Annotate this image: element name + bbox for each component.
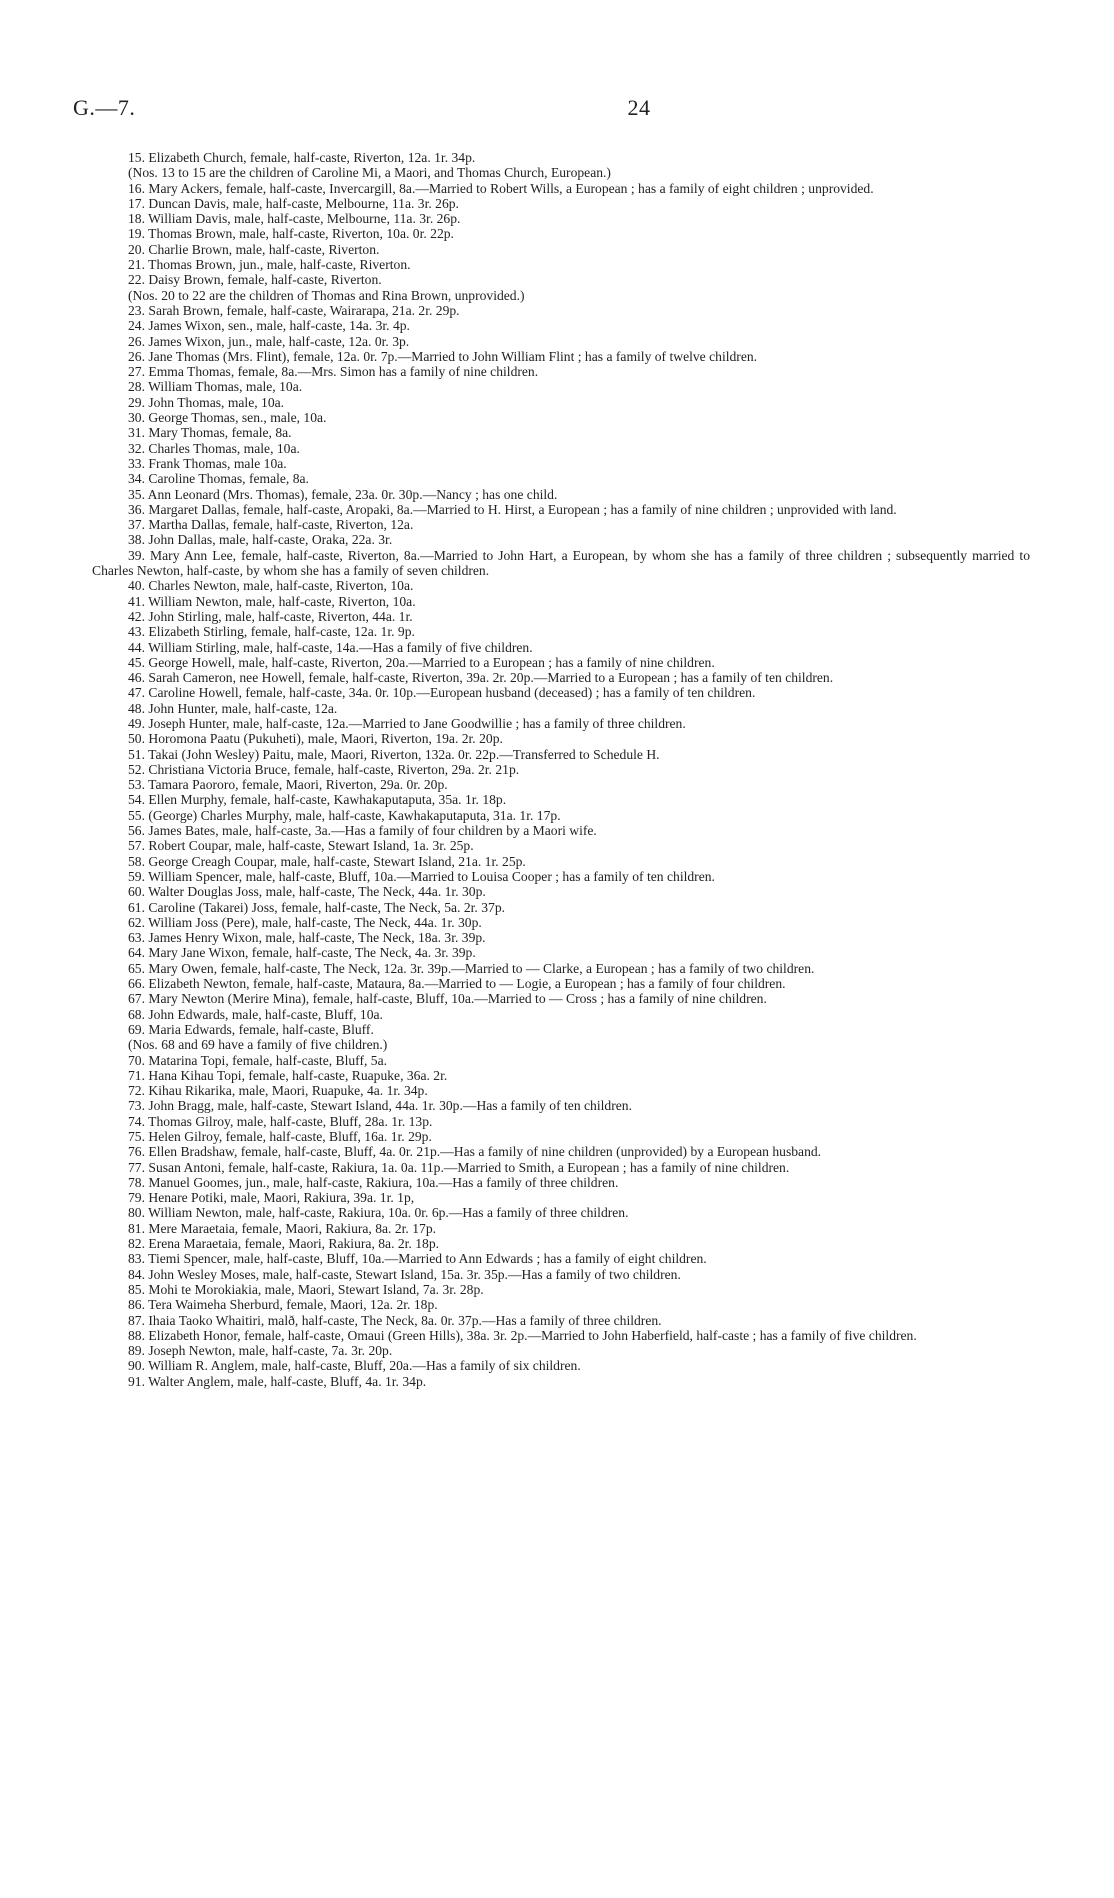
schedule-entry: 80. William Newton, male, half-caste, Rakiura, 10a. 0r. 6p.—Has a family of three children. [128,1205,629,1221]
schedule-entry: 61. Caroline (Takarei) Joss, female, half-caste, The Neck, 5a. 2r. 37p. [128,899,506,915]
schedule-entry: 47. Caroline Howell, female, half-caste, 34a. 0r. 10p.—European husband (deceased) ; has a family of ten children. [128,685,756,701]
schedule-entry: 29. John Thomas, male, 10a. [128,394,285,410]
schedule-entry: 24. James Wixon, sen., male, half-caste, 14a. 3r. 4p. [128,318,410,334]
schedule-entry: 32. Charles Thomas, male, 10a. [128,440,300,456]
schedule-entry: 82. Erena Maraetaia, female, Maori, Rakiura, 8a. 2r. 18p. [128,1236,440,1252]
schedule-entry: 76. Ellen Bradshaw, female, half-caste, Bluff, 4a. 0r. 21p.—Has a family of nine children (unprovided) by a European husband. [128,1144,822,1160]
schedule-entry: 16. Mary Ackers, female, half-caste, Invercargill, 8a.—Married to Robert Wills, a European ; has a family of eight children ; unprovided. [128,180,874,196]
schedule-entry: 86. Tera Waimeha Sherburd, female, Maori, 12a. 2r. 18p. [128,1297,438,1313]
schedule-entry: 69. Maria Edwards, female, half-caste, Bluff. [128,1021,374,1037]
schedule-entry: 52. Christiana Victoria Bruce, female, half-caste, Riverton, 29a. 2r. 21p. [128,761,520,777]
schedule-entry: 81. Mere Maraetaia, female, Maori, Rakiura, 8a. 2r. 17p. [128,1220,437,1236]
schedule-entry: 45. George Howell, male, half-caste, Riverton, 20a.—Married to a European ; has a family of nine children. [128,654,715,670]
schedule-entry: (Nos. 68 and 69 have a family of five children.) [128,1037,388,1053]
schedule-entry: 26. James Wixon, jun., male, half-caste, 12a. 0r. 3p. [128,333,410,349]
schedule-list [92,150,1030,1389]
schedule-entry: 85. Mohi te Morokiakia, male, Maori, Stewart Island, 7a. 3r. 28p. [128,1281,484,1297]
schedule-entry: 15. Elizabeth Church, female, half-caste, Riverton, 12a. 1r. 34p. [128,150,476,165]
schedule-entry: 57. Robert Coupar, male, half-caste, Stewart Island, 1a. 3r. 25p. [128,838,474,854]
schedule-entry: 68. John Edwards, male, half-caste, Bluff, 10a. [128,1006,383,1022]
schedule-entry: 54. Ellen Murphy, female, half-caste, Kawhakaputaputa, 35a. 1r. 18p. [128,792,507,808]
page-header [73,95,1041,125]
schedule-entry: 38. John Dallas, male, half-caste, Oraka, 22a. 3r. [128,532,393,548]
schedule-entry: 40. Charles Newton, male, half-caste, Riverton, 10a. [128,578,414,594]
schedule-entry: 55. (George) Charles Murphy, male, half-caste, Kawhakaputaputa, 31a. 1r. 17p. [128,807,561,823]
schedule-entry: 22. Daisy Brown, female, half-caste, Riverton. [128,272,382,288]
schedule-entry: 59. William Spencer, male, half-caste, Bluff, 10a.—Married to Louisa Cooper ; has a family of ten children. [128,868,715,884]
schedule-entry: 62. William Joss (Pere), male, half-caste, The Neck, 44a. 1r. 30p. [128,914,482,930]
schedule-entry: 91. Walter Anglem, male, half-caste, Bluff, 4a. 1r. 34p. [128,1373,427,1389]
schedule-entry: 67. Mary Newton (Merire Mina), female, half-caste, Bluff, 10a.—Married to — Cross ; has a family of nine children. [128,991,767,1007]
schedule-entry: 72. Kihau Rikarika, male, Maori, Ruapuke, 4a. 1r. 34p. [128,1083,428,1099]
schedule-entry: 88. Elizabeth Honor, female, half-caste, Omaui (Green Hills), 38a. 3r. 2p.—Married to John Haberfield, half-caste ; has a family of five children. [128,1327,917,1343]
schedule-entry: (Nos. 13 to 15 are the children of Caroline Mi, a Maori, and Thomas Church, European.) [128,165,611,181]
schedule-entry: 20. Charlie Brown, male, half-caste, Riverton. [128,241,380,257]
schedule-entry: 30. George Thomas, sen., male, 10a. [128,410,327,426]
schedule-entry: 49. Joseph Hunter, male, half-caste, 12a.—Married to Jane Goodwillie ; has a family of three children. [128,715,686,731]
schedule-entry: 89. Joseph Newton, male, half-caste, 7a. 3r. 20p. [128,1343,393,1359]
schedule-entry: 26. Jane Thomas (Mrs. Flint), female, 12a. 0r. 7p.—Married to John William Flint ; has a family of twelve children. [128,348,758,364]
schedule-entry: 34. Caroline Thomas, female, 8a. [128,471,309,487]
schedule-entry: 71. Hana Kihau Topi, female, half-caste, Ruapuke, 36a. 2r. [128,1067,448,1083]
schedule-entry: 44. William Stirling, male, half-caste, 14a.—Has a family of five children. [128,639,533,655]
schedule-entry: 70. Matarina Topi, female, half-caste, Bluff, 5a. [128,1052,388,1068]
schedule-entry: 17. Duncan Davis, male, half-caste, Melbourne, 11a. 3r. 26p. [128,195,459,211]
schedule-entry: 58. George Creagh Coupar, male, half-caste, Stewart Island, 21a. 1r. 25p. [128,853,526,869]
schedule-entry: 73. John Bragg, male, half-caste, Stewart Island, 44a. 1r. 30p.—Has a family of ten children. [128,1098,632,1114]
schedule-entry: 51. Takai (John Wesley) Paitu, male, Maori, Riverton, 132a. 0r. 22p.—Transferred to Schedule H. [128,746,660,762]
schedule-entry: 31. Mary Thomas, female, 8a. [128,425,292,441]
schedule-entry: 53. Tamara Paororo, female, Maori, Riverton, 29a. 0r. 20p. [128,777,448,793]
schedule-entry: 74. Thomas Gilroy, male, half-caste, Bluff, 28a. 1r. 13p. [128,1113,433,1129]
schedule-entry: 41. William Newton, male, half-caste, Riverton, 10a. [128,593,416,609]
page-number: 24 [627,95,651,120]
schedule-entry: 63. James Henry Wixon, male, half-caste, The Neck, 18a. 3r. 39p. [128,930,486,946]
schedule-entry: 90. William R. Anglem, male, half-caste, Bluff, 20a.—Has a family of six children. [128,1358,581,1374]
schedule-entry: 56. James Bates, male, half-caste, 3a.—Has a family of four children by a Maori wife. [128,823,597,839]
schedule-entry: 60. Walter Douglas Joss, male, half-caste, The Neck, 44a. 1r. 30p. [128,884,486,900]
schedule-entry: 83. Tiemi Spencer, male, half-caste, Bluff, 10a.—Married to Ann Edwards ; has a family of eight children. [128,1251,707,1267]
schedule-entry: 18. William Davis, male, half-caste, Melbourne, 11a. 3r. 26p. [128,211,461,227]
schedule-entry: 77. Susan Antoni, female, half-caste, Rakiura, 1a. 0a. 11p.—Married to Smith, a European ; has a family of nine children. [128,1159,790,1175]
schedule-entry: 35. Ann Leonard (Mrs. Thomas), female, 23a. 0r. 30p.—Nancy ; has one child. [128,486,558,502]
schedule-entry: 36. Margaret Dallas, female, half-caste, Aropaki, 8a.—Married to H. Hirst, a European ; has a family of nine children ; unprovided with land. [128,501,897,517]
schedule-entry: 79. Henare Potiki, male, Maori, Rakiura, 39a. 1r. 1p, [128,1190,415,1206]
schedule-entry: 46. Sarah Cameron, nee Howell, female, half-caste, Riverton, 39a. 2r. 20p.—Married to a European ; has a family of ten children. [128,670,834,686]
schedule-entry: (Nos. 20 to 22 are the children of Thomas and Rina Brown, unprovided.) [128,287,525,303]
schedule-entry: 66. Elizabeth Newton, female, half-caste, Mataura, 8a.—Married to — Logie, a European ; has a family of four children. [128,976,786,992]
schedule-entry: 37. Martha Dallas, female, half-caste, Riverton, 12a. [128,517,414,533]
schedule-entry: 33. Frank Thomas, male 10a. [128,455,287,471]
schedule-entry: 87. Ihaia Taoko Whaitiri, malð, half-caste, The Neck, 8a. 0r. 37p.—Has a family of three children. [128,1312,662,1328]
schedule-entry: 39. Mary Ann Lee, female, half-caste, Riverton, 8a.—Married to John Hart, a European, by whom she has a family of three children ; subsequently married to Charles Newton, half-caste, by whom she has a family of seven children. [92,547,1030,579]
schedule-entry: 50. Horomona Paatu (Pukuheti), male, Maori, Riverton, 19a. 2r. 20p. [128,731,503,747]
schedule-entry: 27. Emma Thomas, female, 8a.—Mrs. Simon has a family of nine children. [128,364,539,380]
schedule-entry: 42. John Stirling, male, half-caste, Riverton, 44a. 1r. [128,608,413,624]
schedule-entry: 28. William Thomas, male, 10a. [128,379,303,395]
schedule-entry: 64. Mary Jane Wixon, female, half-caste, The Neck, 4a. 3r. 39p. [128,945,476,961]
schedule-entry: 43. Elizabeth Stirling, female, half-caste, 12a. 1r. 9p. [128,624,415,640]
schedule-entry: 75. Helen Gilroy, female, half-caste, Bluff, 16a. 1r. 29p. [128,1129,432,1144]
document-reference: G.—7. [73,95,136,120]
schedule-entry: 65. Mary Owen, female, half-caste, The Neck, 12a. 3r. 39p.—Married to — Clarke, a European ; has a family of two children. [128,960,815,976]
schedule-entry: 78. Manuel Goomes, jun., male, half-caste, Rakiura, 10a.—Has a family of three children. [128,1174,619,1190]
schedule-entry: 84. John Wesley Moses, male, half-caste, Stewart Island, 15a. 3r. 35p.—Has a family of two children. [128,1266,681,1282]
schedule-entry: 21. Thomas Brown, jun., male, half-caste, Riverton. [128,257,411,273]
schedule-entry: 19. Thomas Brown, male, half-caste, Riverton, 10a. 0r. 22p. [128,226,454,242]
schedule-entry: 48. John Hunter, male, half-caste, 12a. [128,700,338,716]
schedule-entry: 23. Sarah Brown, female, half-caste, Wairarapa, 21a. 2r. 29p. [128,302,460,318]
